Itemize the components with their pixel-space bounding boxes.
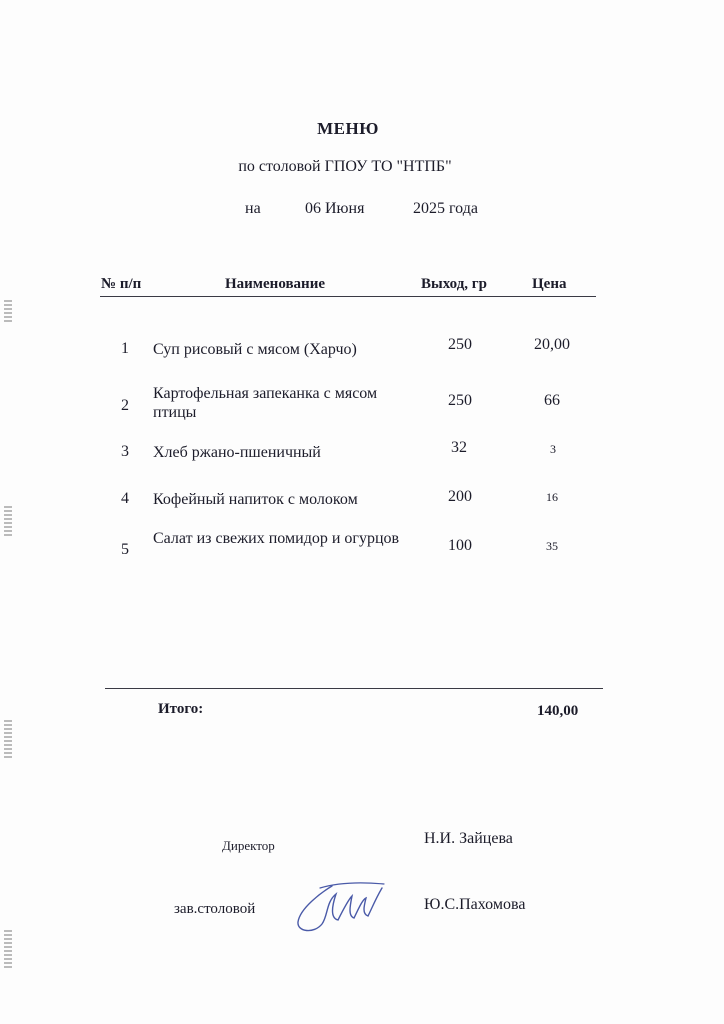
scan-artifact bbox=[4, 930, 12, 970]
date-prefix: на bbox=[245, 200, 261, 217]
row-price: 35 bbox=[546, 539, 558, 553]
column-header-yield: Выход, гр bbox=[421, 276, 487, 292]
row-number: 4 bbox=[121, 490, 129, 507]
scan-artifact bbox=[4, 300, 12, 322]
total-divider bbox=[105, 688, 603, 689]
row-price: 20,00 bbox=[534, 336, 570, 353]
row-yield: 250 bbox=[448, 336, 472, 353]
row-yield: 100 bbox=[448, 537, 472, 554]
row-number: 1 bbox=[121, 340, 129, 357]
document-subtitle: по столовой ГПОУ ТО "НТПБ" bbox=[238, 158, 452, 175]
row-yield: 200 bbox=[448, 488, 472, 505]
column-header-name: Наименование bbox=[225, 276, 325, 292]
row-name: Салат из свежих помидор и огурцов bbox=[153, 530, 400, 547]
row-price: 3 bbox=[550, 442, 556, 456]
scan-artifact bbox=[4, 720, 12, 760]
row-name: Суп рисовый с мясом (Харчо) bbox=[153, 341, 357, 358]
row-price: 16 bbox=[546, 490, 558, 504]
row-number: 2 bbox=[121, 397, 129, 414]
handwritten-signature bbox=[292, 878, 388, 938]
row-name: Хлеб ржано-пшеничный bbox=[153, 444, 321, 461]
canteen-head-role: зав.столовой bbox=[174, 901, 256, 917]
director-name: Н.И. Зайцева bbox=[424, 830, 513, 847]
row-number: 3 bbox=[121, 443, 129, 460]
total-value: 140,00 bbox=[537, 703, 579, 719]
row-yield: 32 bbox=[451, 439, 467, 456]
canteen-head-name: Ю.С.Пахомова bbox=[424, 896, 526, 913]
director-role: Директор bbox=[222, 838, 275, 853]
row-price: 66 bbox=[544, 392, 560, 409]
scan-artifact bbox=[4, 506, 12, 536]
date-day: 06 Июня bbox=[305, 200, 365, 217]
header-divider bbox=[100, 296, 596, 297]
column-header-price: Цена bbox=[532, 276, 567, 292]
row-yield: 250 bbox=[448, 392, 472, 409]
row-name: Кофейный напиток с молоком bbox=[153, 491, 358, 508]
row-number: 5 bbox=[121, 541, 129, 558]
date-year: 2025 года bbox=[413, 200, 478, 217]
row-name: Картофельная запеканка с мясом птицы bbox=[153, 385, 378, 421]
document-title: МЕНЮ bbox=[317, 119, 379, 138]
column-header-number: № п/п bbox=[101, 276, 142, 292]
total-label: Итого: bbox=[158, 701, 204, 717]
